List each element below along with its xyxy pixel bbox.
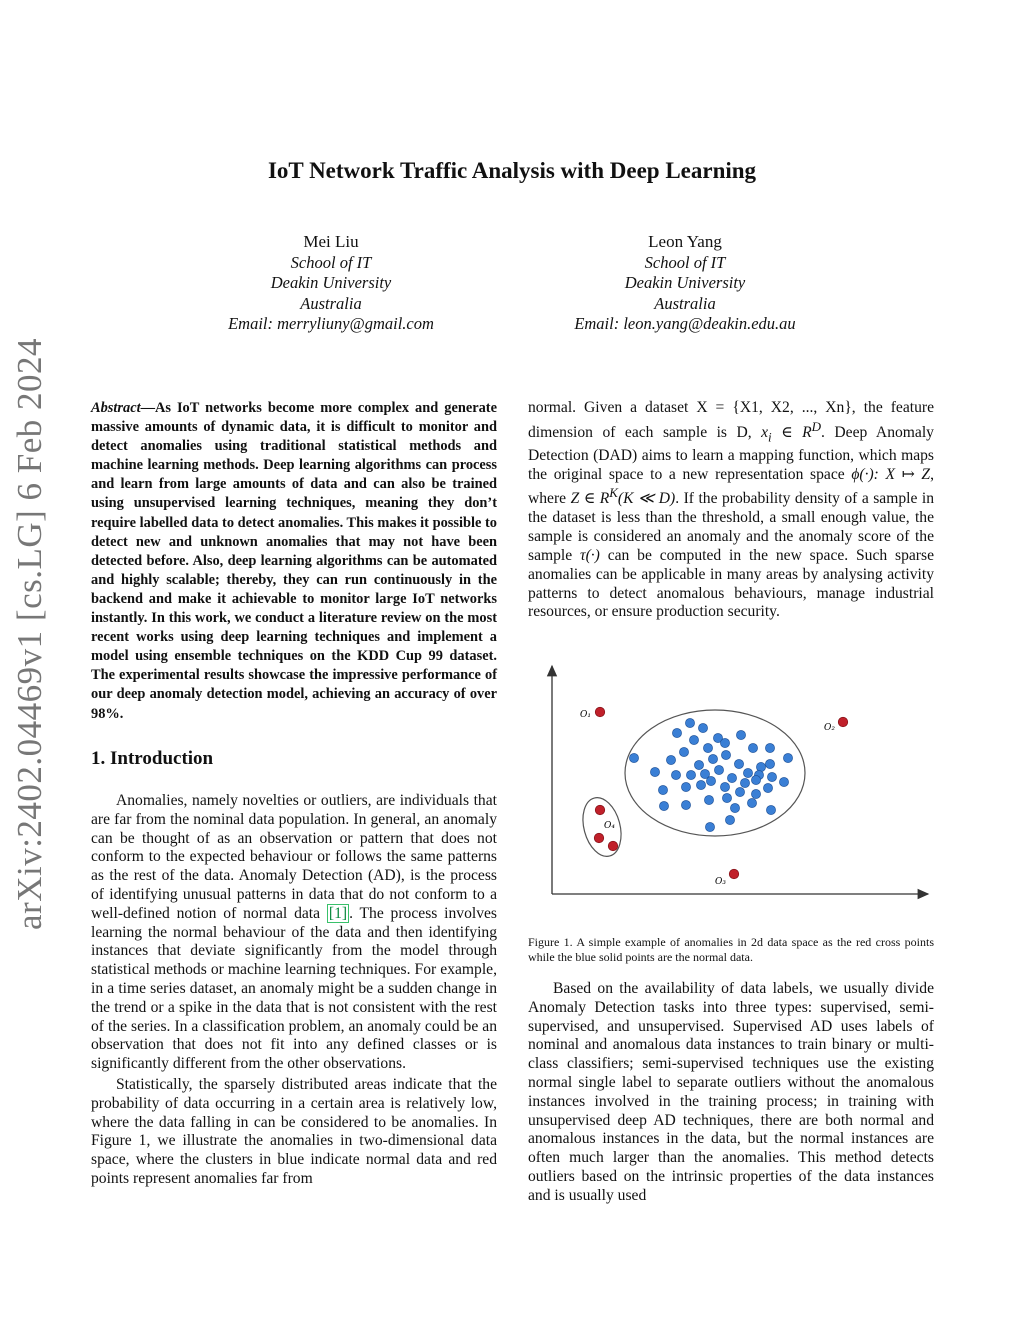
normal-point <box>720 782 729 791</box>
text-run: can be computed in the new space. Such sparse anomalies can be applicable in many areas by analysing activity patterns to detect anomalous behaviours, manage industrial resources, or ensure production security. <box>528 547 934 621</box>
normal-point <box>740 778 749 787</box>
label-o4: O₄ <box>604 821 615 831</box>
normal-point <box>779 777 788 786</box>
normal-point <box>756 762 765 771</box>
normal-point <box>743 768 752 777</box>
author-email: Email: merryliuny@gmail.com <box>228 314 434 333</box>
right-column-text <box>528 399 934 622</box>
normal-point <box>763 783 772 792</box>
normal-point <box>705 822 714 831</box>
math-sup: K <box>609 485 618 501</box>
anomaly-scatter-figure <box>540 660 932 900</box>
normal-point <box>681 800 690 809</box>
normal-point <box>725 815 734 824</box>
normal-point <box>708 754 717 763</box>
normal-point <box>659 801 668 810</box>
normal-point <box>703 743 712 752</box>
label-o1: O₁ <box>580 710 591 720</box>
normal-point <box>783 753 792 762</box>
normal-point <box>751 775 760 784</box>
abstract-lead: Abstract <box>91 400 141 416</box>
normal-point <box>714 765 723 774</box>
author-email: Email: leon.yang@deakin.edu.au <box>574 314 796 333</box>
label-o3: O₃ <box>715 877 726 887</box>
normal-point <box>722 793 731 802</box>
text-run: . Deep Anomaly Detection (DAD) aims to learn a mapping function, which maps the original space to a new representation space <box>528 423 934 483</box>
anomaly-point <box>595 805 605 815</box>
author-name: Leon Yang <box>648 232 722 251</box>
normal-point <box>747 798 756 807</box>
math: (K ≪ D) <box>617 490 676 508</box>
normal-point <box>698 723 707 732</box>
anomaly-point <box>838 717 848 727</box>
paragraph <box>528 399 934 622</box>
normal-point <box>721 750 730 759</box>
author-block-1 <box>161 232 501 335</box>
label-o2: O₂ <box>824 723 835 733</box>
normal-point <box>767 772 776 781</box>
author-country: Australia <box>300 293 362 313</box>
citation-link[interactable]: [1] <box>328 904 348 922</box>
normal-point <box>751 789 760 798</box>
normal-points <box>629 718 792 831</box>
normal-point <box>694 760 703 769</box>
normal-point <box>666 755 675 764</box>
math-sub: i <box>768 429 772 445</box>
normal-point <box>730 803 739 812</box>
normal-point <box>765 743 774 752</box>
normal-point <box>696 780 705 789</box>
normal-point <box>734 759 743 768</box>
introduction-text <box>91 792 497 1189</box>
text-run: . If the probability density of a sample in the dataset is less than the threshold, a small enough value, the sample is considered an anomaly and the anomaly score of the sample <box>528 490 934 565</box>
normal-point <box>766 805 775 814</box>
paragraph <box>91 792 497 1074</box>
math: τ(·) <box>580 547 600 565</box>
normal-point <box>672 728 681 737</box>
author-name: Mei Liu <box>303 232 359 251</box>
normal-point <box>720 738 729 747</box>
normal-point <box>689 735 698 744</box>
normal-point <box>735 787 744 796</box>
normal-point <box>629 753 638 762</box>
normal-point <box>748 743 757 752</box>
paragraph: Based on the availability of data labels, we usually divide Anomaly Detection tasks into three types: supervised, semi-supervised, and unsupervised. Supervised AD uses labels of nominal and anomalous data instances to train binary or multi-class classifiers; semi-supervised techniques use the existing normal single label to separate outliers without the anomalous instances involved in the training process; in training with unsupervised deep AD techniques, there are both normal and anomalous instances in the data, but the normal instances are often much larger than the anomalies. This method detects outliers based on the intrinsic properties of the data instances and is usually used <box>528 980 934 1204</box>
normal-point <box>658 785 667 794</box>
anomaly-point <box>729 869 739 879</box>
anomaly-points <box>594 707 848 879</box>
anomaly-cluster-boundary <box>577 793 627 860</box>
author-university: Deakin University <box>270 273 392 292</box>
normal-point <box>736 730 745 739</box>
normal-point <box>686 770 695 779</box>
author-block-2 <box>515 232 855 335</box>
math-sup: D <box>811 418 822 434</box>
math: Z ∈ R <box>570 490 610 508</box>
math: ∈ R <box>771 423 812 441</box>
paragraph: Statistically, the sparsely distributed areas indicate that the probability of data occurring in a certain area is relatively low, where the data falling in can be considered to be anomalies. In Figure 1, we illustrate the anomalies in two-dimensional data space, where the clusters in blue indicate normal data and red points represent anomalies far from <box>91 1075 497 1187</box>
section-heading: 1. Introduction <box>91 748 214 769</box>
anomaly-point <box>595 707 605 717</box>
author-school: School of IT <box>644 252 726 272</box>
text-run: Anomalies, namely novelties or outliers, are individuals that are far from the nominal data population. In general, an anomaly can be thought of as an observation or pattern that does not conform to the expected behaviour or follows the same patterns as the rest of the data. Anomaly Detection (AD), is the process of identifying unusual patterns in data that do not conform to a well-defined notion of normal data <box>91 792 497 922</box>
abstract-text: —As IoT networks become more complex and generate massive amounts of dynamic data, it is difficult to monitor and detect anomalies using traditional statistical methods and machine learning methods. Deep learning algorithms can process and learn from large amounts of data and can also be trained using unsupervised learning techniques, meaning they don’t require labelled data to detect anomalies. This makes it possible to detect new and unknown anomalies that may not have been detected before. Also, deep learning algorithms can be automated and highly scalable; thereby, they can run continuously in the backend and make it achievable to monitor large IoT networks instantly. In this work, we conduct a literature review on the most recent works using deep learning techniques and implement a model using ensemble techniques on the KDD Cup 99 dataset. The experimental results showcase the impressive performance of our deep anomaly detection model, achieving an accuracy of over 98%. <box>91 400 497 722</box>
normal-point <box>671 770 680 779</box>
figure-caption: Figure 1. A simple example of anomalies in 2d data space as the red cross points while the blue solid points are the normal data. <box>528 935 934 964</box>
normal-point <box>650 767 659 776</box>
math: x <box>761 423 769 441</box>
normal-point <box>685 718 694 727</box>
abstract <box>91 399 497 724</box>
figure-1 <box>540 660 932 900</box>
normal-point <box>681 782 690 791</box>
anomaly-point <box>594 833 604 843</box>
text-run: , where <box>528 465 935 508</box>
math: ϕ(·): <box>851 465 879 483</box>
text-run: normal. Given a dataset X = {X1, X2, ..., Xn}, the feature dimension of each sample is D, <box>528 399 934 441</box>
normal-point <box>706 776 715 785</box>
normal-point <box>704 795 713 804</box>
right-column-text-2 <box>528 980 934 1206</box>
normal-point <box>765 759 774 768</box>
normal-point <box>679 747 688 756</box>
anomaly-point <box>608 841 618 851</box>
author-school: School of IT <box>290 252 372 272</box>
normal-point <box>727 773 736 782</box>
text-run: . The process involves learning the normal behaviour of the data and then identifying instances that deviate significantly from the model through statistical methods or machine learning techniques. For example, in a time series dataset, an anomaly might be a sudden change in the trend or a spike in the data that is not consistent with the rest of the series. In a classification problem, an anomaly could be an observation that does not fit into any defined classes or is significantly different from the other observations. <box>91 904 497 1073</box>
author-university: Deakin University <box>624 273 746 292</box>
paper-title: IoT Network Traffic Analysis with Deep Learning <box>267 158 757 183</box>
author-country: Australia <box>654 293 716 313</box>
arxiv-side-label: arXiv:2402.04469v1 [cs.LG] 6 Feb 2024 <box>10 337 49 930</box>
math: X ↦ Z <box>885 465 931 483</box>
